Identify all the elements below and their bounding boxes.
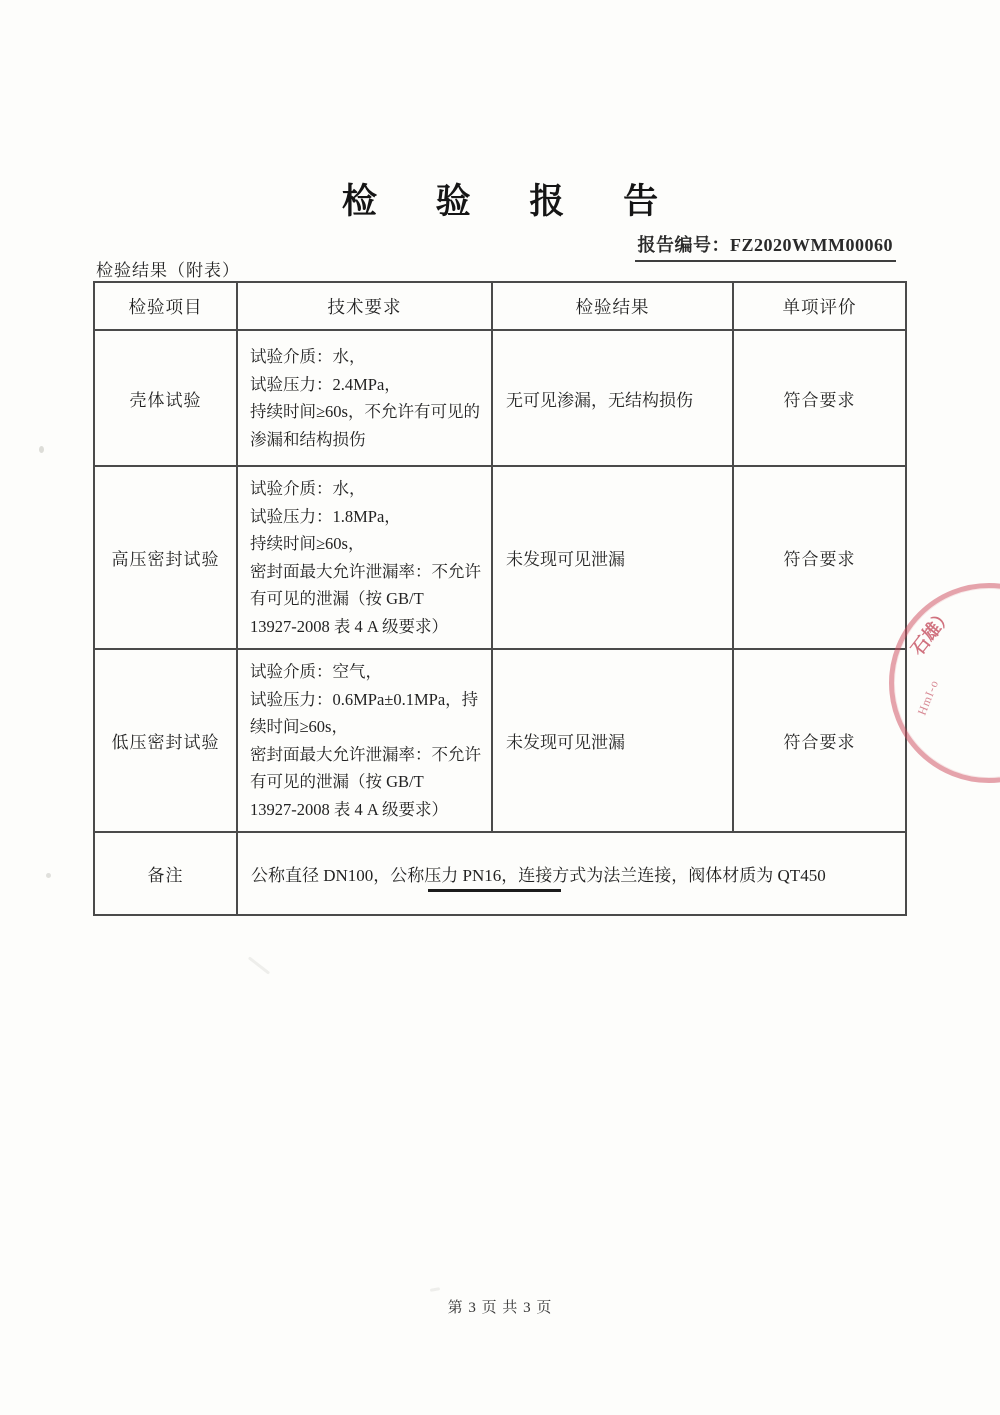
table-header-row	[94, 282, 906, 330]
evaluation: 符合要求	[733, 649, 906, 832]
table-row-high-pressure-seal-test	[94, 466, 906, 649]
table-row-low-pressure-seal-test	[94, 649, 906, 832]
technical-requirement: 试验介质：水， 试验压力：1.8MPa， 持续时间≥60s， 密封面最大允许泄漏率：不允许 有可见的泄漏（按 GB/T 13927-2008 表 4 A 级要求）	[237, 466, 492, 649]
test-result: 无可见渗漏，无结构损伤	[492, 330, 733, 466]
evaluation: 符合要求	[733, 330, 906, 466]
test-result: 未发现可见泄漏	[492, 466, 733, 649]
evaluation: 符合要求	[733, 466, 906, 649]
report-number-value: FZ2020WMM00060	[730, 235, 893, 255]
inspection-results-table	[93, 281, 907, 916]
divider-line	[428, 889, 561, 892]
table-row-remarks	[94, 832, 906, 915]
test-item: 低压密封试验	[94, 649, 237, 832]
col-header-evaluation: 单项评价	[733, 282, 906, 330]
col-header-requirement: 技术要求	[237, 282, 492, 330]
test-result: 未发现可见泄漏	[492, 649, 733, 832]
page-title: 检 验 报 告	[341, 182, 684, 221]
report-number	[635, 231, 896, 262]
scan-speck	[39, 446, 44, 453]
col-header-result: 检验结果	[492, 282, 733, 330]
stamp-text: HmI-o	[914, 677, 942, 718]
section-label: 检验结果（附表）	[96, 261, 240, 280]
report-number-label: 报告编号：	[637, 235, 731, 255]
technical-requirement: 试验介质：水， 试验压力：2.4MPa， 持续时间≥60s，不允许有可见的 渗漏和结构损伤	[237, 330, 492, 466]
table-row-shell-test	[94, 330, 906, 466]
remark-content: 公称直径 DN100，公称压力 PN16，连接方式为法兰连接，阀体材质为 QT450	[237, 832, 906, 915]
test-item: 高压密封试验	[94, 466, 237, 649]
scan-speck	[430, 1287, 440, 1292]
col-header-item: 检验项目	[94, 282, 237, 330]
scan-speck	[248, 956, 270, 974]
remark-label: 备注	[94, 832, 237, 915]
test-item: 壳体试验	[94, 330, 237, 466]
scan-speck	[46, 873, 51, 878]
page-footer: 第 3 页 共 3 页	[447, 1300, 553, 1316]
technical-requirement: 试验介质：空气， 试验压力：0.6MPa±0.1MPa，持 续时间≥60s， 密封面最大允许泄漏率：不允许 有可见的泄漏（按 GB/T 13927-2008 表 4 A 级要求）	[237, 649, 492, 832]
stamp-text: 石雄）	[907, 604, 957, 660]
